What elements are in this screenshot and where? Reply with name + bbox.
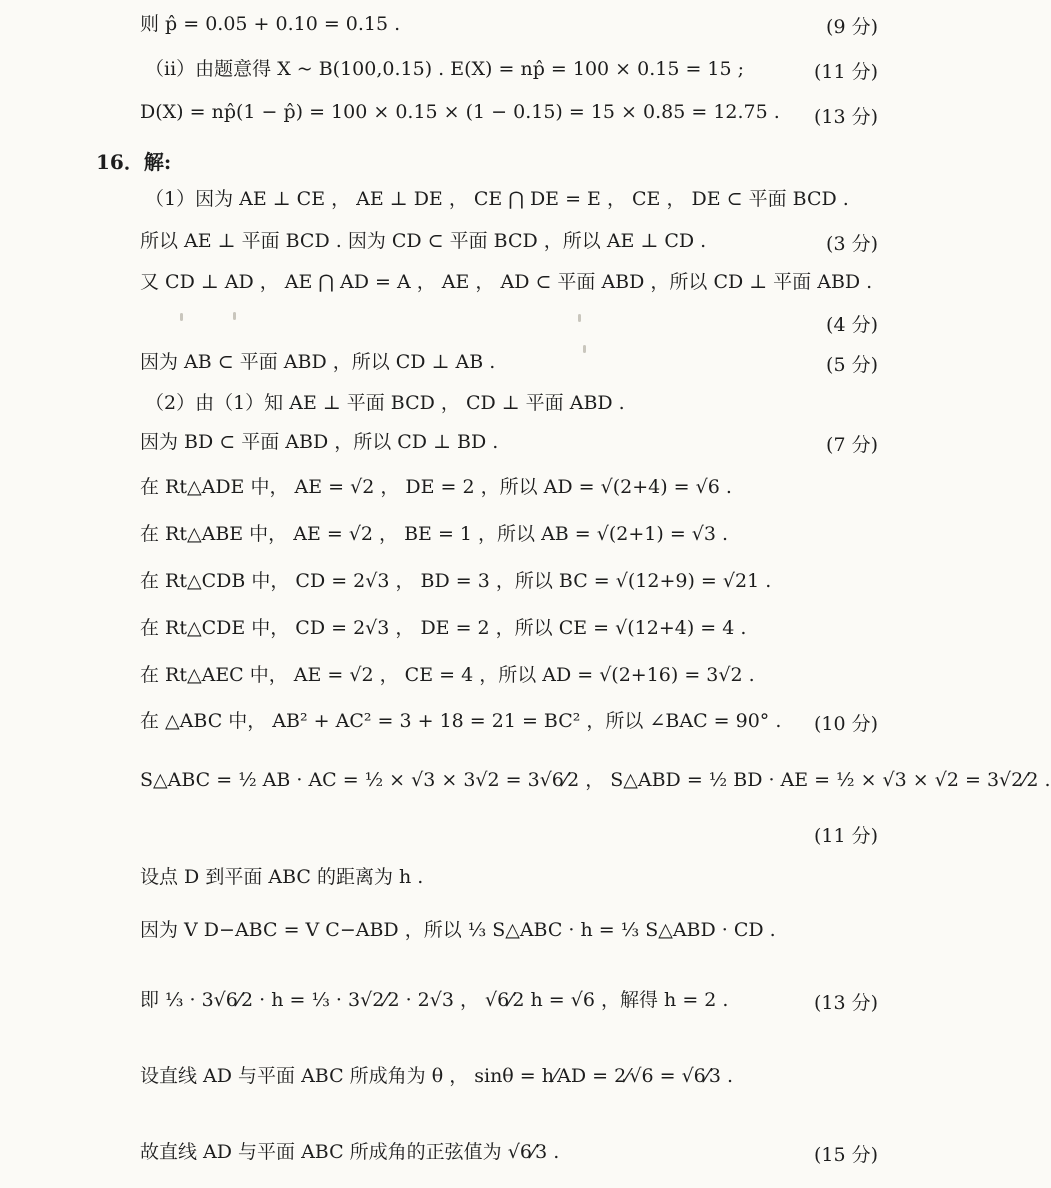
solution-line — [140, 606, 880, 646]
solution-line — [140, 1044, 880, 1104]
line-text: 因为 V D−ABC = V C−ABD ，所以 ⅓ S△ABC · h = ⅓ S△ABD · CD . — [140, 918, 776, 941]
score-label: (7 分) — [826, 434, 878, 456]
solution-line — [140, 898, 880, 958]
score-label: (15 分) — [813, 1144, 878, 1166]
solution-line — [145, 47, 885, 87]
score-label: (5 分) — [826, 354, 878, 376]
score-label: (13 分) — [813, 106, 878, 128]
score-label: (11 分) — [813, 61, 878, 83]
problem-heading: 16．解: — [96, 150, 172, 174]
line-text: 又 CD ⊥ AD ， AE ⋂ AD = A ， AE ， AD ⊂ 平面 ABD ，所以 CD ⊥ 平面 ABD . — [140, 270, 873, 293]
line-text: 设直线 AD 与平面 ABC 所成角为 θ ， sinθ = h⁄AD = 2⁄√6 = √6⁄3 . — [140, 1064, 734, 1087]
line-text: （2）由（1）知 AE ⊥ 平面 BCD ， CD ⊥ 平面 ABD . — [145, 391, 625, 414]
solution-line — [140, 653, 880, 693]
solution-line — [140, 855, 880, 895]
scan-mark — [578, 314, 581, 322]
score-label: (13 分) — [813, 992, 878, 1014]
score-label: (9 分) — [826, 16, 878, 38]
solution-line — [140, 968, 880, 1028]
solution-line — [140, 2, 880, 42]
line-text: 即 ⅓ · 3√6⁄2 · h = ⅓ · 3√2⁄2 · 2√3 ， √6⁄2 h = √6 ，解得 h = 2 . — [140, 988, 729, 1011]
line-text: 故直线 AD 与平面 ABC 所成角的正弦值为 √6⁄3 . — [140, 1140, 560, 1163]
line-text: 则 p̂ = 0.05 + 0.10 = 0.15 . — [140, 12, 401, 35]
solution-line — [140, 512, 880, 552]
solution-line — [140, 340, 880, 380]
line-text: 在 Rt△ADE 中， AE = √2 ， DE = 2 ，所以 AD = √(2+4) = √6 . — [140, 475, 732, 498]
line-text: （1）因为 AE ⊥ CE ， AE ⊥ DE ， CE ⋂ DE = E ， CE ， DE ⊂ 平面 BCD . — [145, 187, 849, 210]
line-text: S△ABC = ½ AB · AC = ½ × √3 × 3√2 = 3√6⁄2 ， S△ABD = ½ BD · AE = ½ × √3 × √2 = 3√2⁄2 . — [140, 768, 1051, 791]
line-text: （ii）由题意得 X ~ B(100,0.15) . E(X) = np̂ = 100 × 0.15 = 15 ; — [145, 57, 745, 80]
line-text: 在 △ABC 中， AB² + AC² = 3 + 18 = 21 = BC² ，所以 ∠BAC = 90° . — [140, 709, 782, 732]
solution-line — [145, 177, 885, 217]
line-text: 在 Rt△AEC 中， AE = √2 ， CE = 4 ，所以 AD = √(2+16) = 3√2 . — [140, 663, 755, 686]
line-text: 在 Rt△CDE 中， CD = 2√3 ， DE = 2 ，所以 CE = √(12+4) = 4 . — [140, 616, 747, 639]
line-text: 在 Rt△ABE 中， AE = √2 ， BE = 1 ，所以 AB = √(2+1) = √3 . — [140, 522, 729, 545]
solution-line — [140, 748, 1051, 808]
solution-line — [140, 260, 880, 300]
line-text: D(X) = np̂(1 − p̂) = 100 × 0.15 × (1 − 0.15) = 15 × 0.85 = 12.75 . — [140, 101, 780, 123]
solution-line — [140, 1120, 880, 1180]
solution-line — [140, 699, 880, 739]
line-text: 因为 AB ⊂ 平面 ABD ，所以 CD ⊥ AB . — [140, 350, 496, 373]
score-label: (10 分) — [813, 713, 878, 735]
score-label: (4 分) — [826, 314, 878, 336]
solution-line — [140, 219, 880, 259]
line-text: 所以 AE ⊥ 平面 BCD . 因为 CD ⊂ 平面 BCD ，所以 AE ⊥ CD . — [140, 229, 707, 252]
line-text: 在 Rt△CDB 中， CD = 2√3 ， BD = 3 ，所以 BC = √(12+9) = √21 . — [140, 569, 772, 592]
solution-line — [140, 465, 880, 505]
scan-mark — [180, 313, 183, 321]
solution-line — [140, 559, 880, 599]
scan-mark — [233, 312, 236, 320]
line-text: 设点 D 到平面 ABC 的距离为 h . — [140, 865, 424, 888]
solution-line — [140, 420, 880, 460]
line-text: 因为 BD ⊂ 平面 ABD ，所以 CD ⊥ BD . — [140, 430, 499, 453]
solution-line — [145, 381, 885, 421]
score-label: (3 分) — [826, 233, 878, 255]
score-label: (11 分) — [813, 825, 878, 847]
solution-line — [140, 92, 880, 132]
